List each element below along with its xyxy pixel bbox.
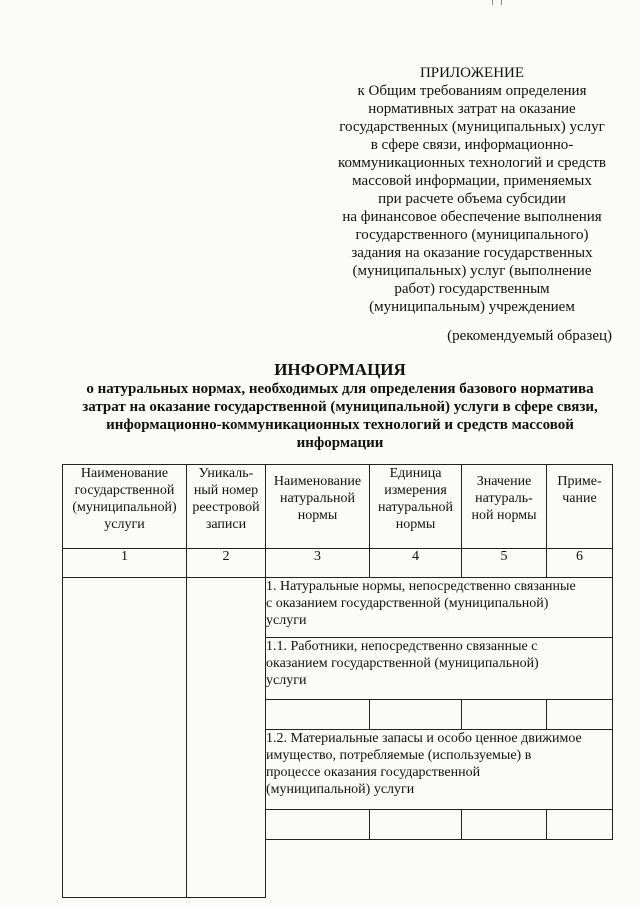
empty-cell xyxy=(462,810,547,840)
empty-cell xyxy=(266,840,613,898)
appendix-line: коммуникационных технологий и средств xyxy=(337,155,607,171)
empty-cell xyxy=(266,700,370,730)
heading-subtitle-line: информационно-коммуникационных технологий и средств массовой xyxy=(106,417,574,433)
header-norm-name: Наименование натуральной нормы xyxy=(266,465,370,549)
section-1-2-text: 1.2. Материальные запасы и особо ценное движимое имущество, потребляемые (используемые) в процессе оказания государственной (муниципальной) услуги xyxy=(266,730,613,810)
appendix-line: на финансовое обеспечение выполнения xyxy=(342,209,602,225)
empty-cell xyxy=(266,810,370,840)
document-heading xyxy=(62,360,618,452)
empty-cell xyxy=(547,810,613,840)
empty-cell xyxy=(370,700,462,730)
appendix-line: при расчете объема субсидии xyxy=(378,191,566,207)
service-name-cell xyxy=(63,578,187,898)
appendix-line: государственного (муниципального) xyxy=(355,227,589,243)
appendix-line: массовой информации, применяемых xyxy=(352,173,592,189)
heading-title: ИНФОРМАЦИЯ xyxy=(274,360,406,379)
column-number: 2 xyxy=(187,549,266,578)
heading-subtitle-line: о натуральных нормах, необходимых для определения базового норматива xyxy=(86,381,594,397)
appendix-block xyxy=(320,64,624,316)
appendix-line: нормативных затрат на оказание xyxy=(368,101,576,117)
empty-cell xyxy=(462,700,547,730)
heading-subtitle-line: затрат на оказание государственной (муниципальной) услуги в сфере связи, xyxy=(82,399,598,415)
section-1-1-text: 1.1. Работники, непосредственно связанные с оказанием государственной (муниципальной) услуги xyxy=(266,638,613,700)
norms-table xyxy=(62,464,613,898)
scan-edge-mark xyxy=(492,0,502,5)
column-number-row xyxy=(63,549,613,578)
appendix-line: к Общим требованиям определения xyxy=(357,83,587,99)
section-1-row xyxy=(63,578,613,638)
appendix-line: государственных (муниципальных) услуг xyxy=(339,119,605,135)
header-registry-number: Уникаль- ный номер реестровой записи xyxy=(187,465,266,549)
appendix-line: (муниципальным) учреждением xyxy=(369,299,575,315)
appendix-line: (муниципальных) услуг (выполнение xyxy=(352,263,592,279)
table-header-row xyxy=(63,465,613,549)
header-service-name: Наименование государственной (муниципальной) услуги xyxy=(63,465,187,549)
appendix-title: ПРИЛОЖЕНИЕ xyxy=(419,65,525,81)
column-number: 1 xyxy=(63,549,187,578)
appendix-line: задания на оказание государственных xyxy=(351,245,593,261)
appendix-line: в сфере связи, информационно- xyxy=(370,137,574,153)
registry-number-cell xyxy=(187,578,266,898)
header-unit: Единица измерения натуральной нормы xyxy=(370,465,462,549)
sample-note: (рекомендуемый образец) xyxy=(447,328,612,344)
empty-cell xyxy=(370,810,462,840)
column-number: 3 xyxy=(266,549,370,578)
column-number: 6 xyxy=(547,549,613,578)
column-number: 5 xyxy=(462,549,547,578)
section-1-text: 1. Натуральные нормы, непосредственно связанные с оказанием государственной (муниципальной) услуги xyxy=(266,578,613,638)
heading-subtitle-line: информации xyxy=(296,435,384,451)
appendix-line: работ) государственным xyxy=(394,281,550,297)
column-number: 4 xyxy=(370,549,462,578)
header-norm-value: Значение натураль- ной нормы xyxy=(462,465,547,549)
header-note: Приме- чание xyxy=(547,465,613,549)
empty-cell xyxy=(547,700,613,730)
